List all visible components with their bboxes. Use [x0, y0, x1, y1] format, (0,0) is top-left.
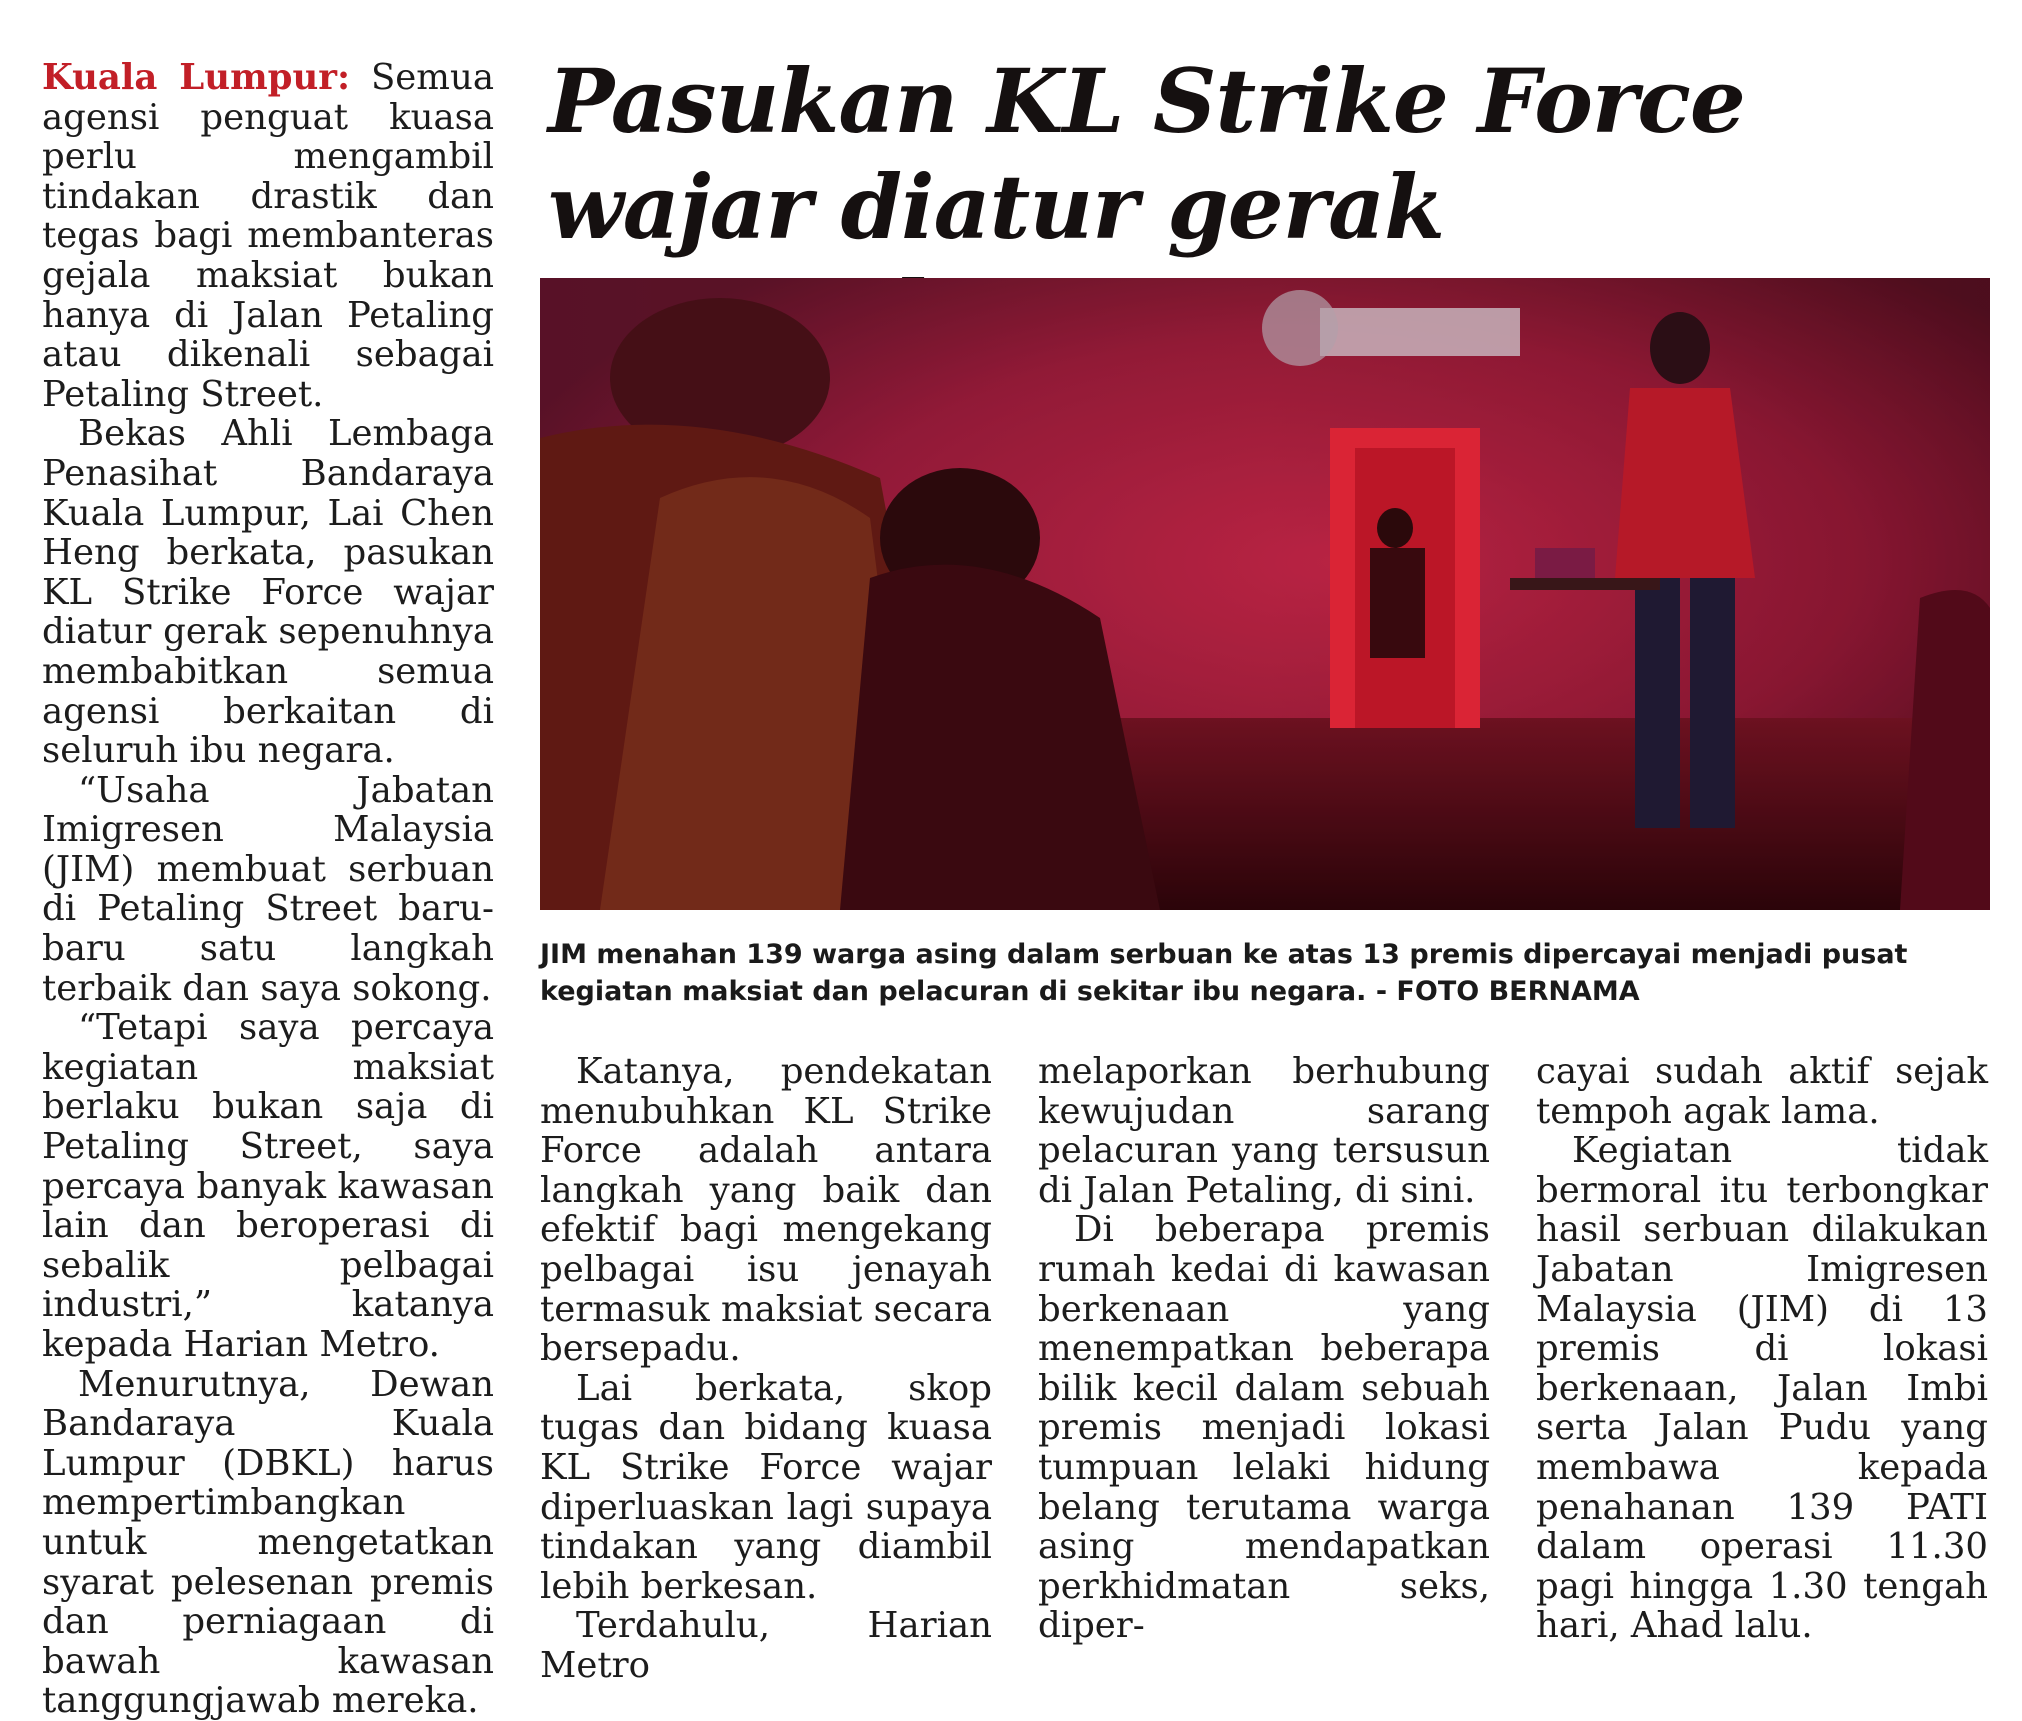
paragraph: cayai sudah aktif sejak tempoh agak lama. [1536, 1051, 1988, 1132]
article-column-2 [540, 1052, 992, 1686]
headline-line-2: wajar diatur gerak [548, 155, 1445, 259]
paragraph: Bekas Ahli Lembaga Penasihat Bandaraya Kuala Lumpur, Lai Chen Heng berkata, pasukan KL Strike Force wajar diatur gerak sepenuhnya membabitkan semua agensi berkaitan di seluruh ibu negara. [42, 413, 494, 772]
paragraph: “Usaha Jabatan Imigresen Malaysia (JIM) membuat serbuan di Petaling Street baru-baru satu langkah terbaik dan saya sokong. [42, 769, 494, 1009]
paragraph: “Tetapi saya percaya kegiatan maksiat berlaku bukan saja di Petaling Street, saya percaya banyak kawasan lain dan beroperasi di sebalik pelbagai industri,” katanya kepada Harian Metro. [42, 1007, 494, 1365]
raid-scene-image [540, 278, 1990, 910]
article-column-1 [42, 58, 494, 1721]
headline-line-1: Pasukan KL Strike Force [548, 49, 1745, 153]
photo-caption [540, 936, 1990, 1010]
paragraph: Menurutnya, Dewan Bandaraya Kuala Lumpur (DBKL) harus mempertimbangkan untuk mengetatkan syarat pelesenan premis dan perniagaan di bawah kawasan tanggungjawab mereka. [42, 1363, 494, 1721]
caption-text: JIM menahan 139 warga asing dalam serbuan ke atas 13 premis dipercayai menjadi pusat kegiatan maksiat dan pelacuran di sekitar ibu negara. [540, 939, 1908, 1007]
news-photo [540, 278, 1990, 910]
dateline: Kuala Lumpur: [42, 57, 351, 98]
paragraph: Katanya, pendekatan menubuhkan KL Strike Force adalah antara langkah yang baik dan efektif bagi mengekang pelbagai isu jenayah termasuk maksiat secara bersepadu. [540, 1051, 992, 1370]
caption-credit: - FOTO BERNAMA [1375, 976, 1640, 1007]
paragraph: Lai berkata, skop tugas dan bidang kuasa KL Strike Force wajar diperluaskan lagi supaya tindakan yang diambil lebih berkesan. [540, 1367, 992, 1607]
paragraph: Terdahulu, Harian Metro [540, 1605, 992, 1686]
paragraph: Di beberapa premis rumah kedai di kawasan berkenaan yang menempatkan beberapa bilik kecil dalam sebuah premis menjadi lokasi tumpuan lelaki hidung belang terutama warga asing mendapatkan perkhidmatan seks, diper- [1038, 1209, 1490, 1647]
paragraph-text: Semua agensi penguat kuasa perlu mengambil tindakan drastik dan tegas bagi membanteras gejala maksiat bukan hanya di Jalan Petaling atau dikenali sebagai Petaling Street. [42, 57, 494, 415]
article-column-4 [1536, 1052, 1988, 1646]
paragraph: melaporkan berhubung kewujudan sarang pelacuran yang tersusun di Jalan Petaling, di sini. [1038, 1051, 1490, 1211]
article-column-3 [1038, 1052, 1490, 1646]
paragraph [42, 58, 494, 414]
paragraph: Kegiatan tidak bermoral itu terbongkar hasil serbuan dilakukan Jabatan Imigresen Malaysia (JIM) di 13 premis di lokasi berkenaan, Jalan Imbi serta Jalan Pudu yang membawa kepada penahanan 139 PATI dalam operasi 11.30 pagi hingga 1.30 tengah hari, Ahad lalu. [1536, 1130, 1988, 1647]
